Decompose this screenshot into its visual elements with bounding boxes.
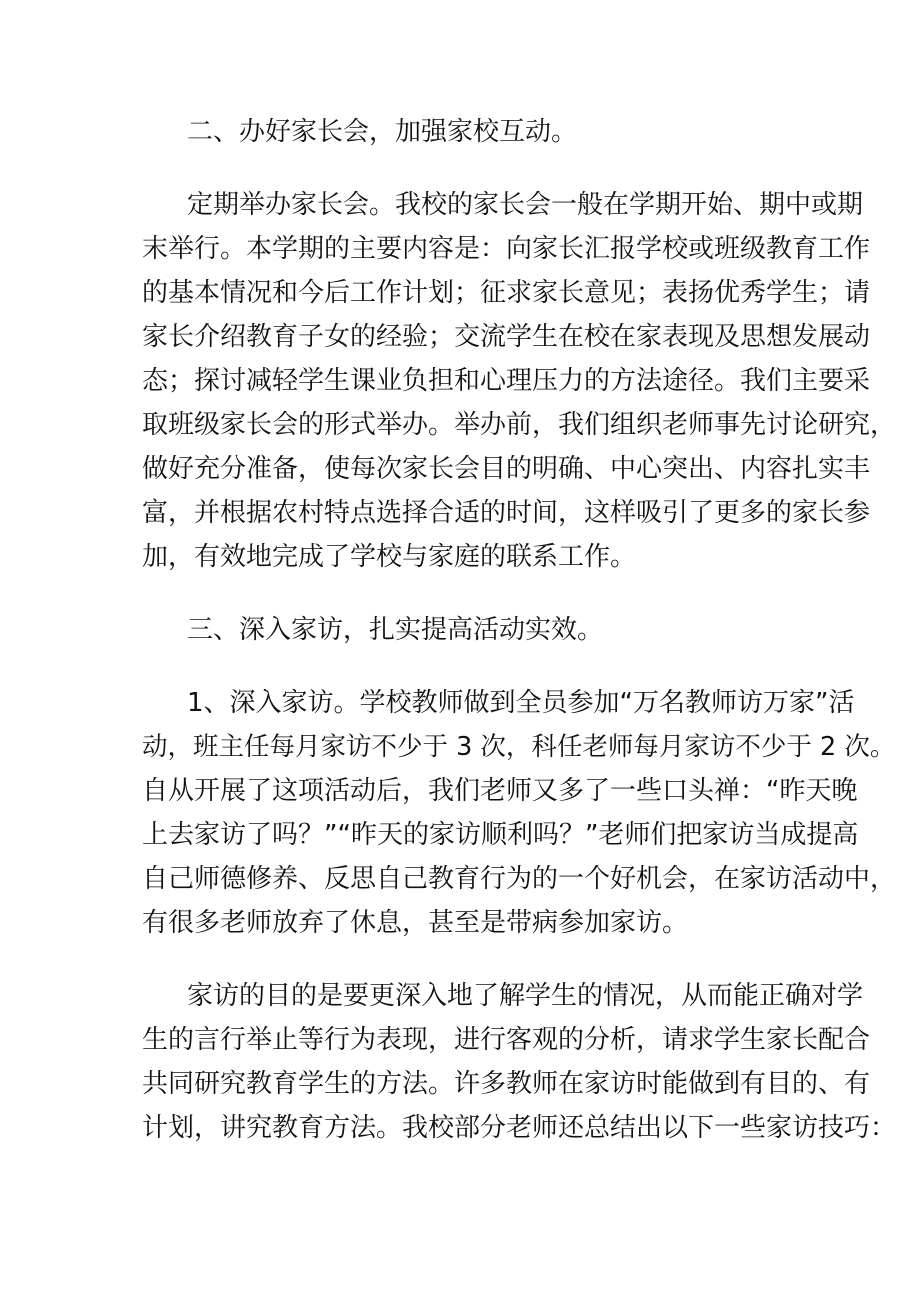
paragraph-line xyxy=(0,1020,920,1060)
paragraph-line xyxy=(0,976,920,1016)
paragraph-line xyxy=(0,537,920,577)
heading-section-two xyxy=(0,112,920,152)
text-line: 态；探讨减轻学生课业负担和心理压力的方法途径。我们主要采 xyxy=(142,366,871,396)
heading-section-three xyxy=(0,610,920,650)
text-line: 动，班主任每月家访不少于 3 次，科任老师每月家访不少于 2 次。 xyxy=(142,732,896,762)
text-line: 的基本情况和今后工作计划；征求家长意见；表扬优秀学生；请 xyxy=(142,278,871,308)
paragraph-line xyxy=(0,727,920,767)
paragraph-line xyxy=(0,493,920,533)
text-line: 共同研究教育学生的方法。许多教师在家访时能做到有目的、有 xyxy=(142,1069,871,1099)
text-line: 家长介绍教育子女的经验；交流学生在校在家表现及思想发展动 xyxy=(142,322,871,352)
text-line: 取班级家长会的形式举办。举办前，我们组织老师事先讨论研究， xyxy=(142,410,897,440)
text-line: 有很多老师放弃了休息，甚至是带病参加家访。 xyxy=(142,908,689,938)
paragraph-line xyxy=(0,361,920,401)
paragraph-line xyxy=(0,273,920,313)
paragraph-line xyxy=(0,1064,920,1104)
text-line: 定期举办家长会。我校的家长会一般在学期开始、期中或期 xyxy=(187,190,864,220)
text-line: 二、办好家长会，加强家校互动。 xyxy=(187,117,578,147)
paragraph-line xyxy=(0,185,920,225)
paragraph-line xyxy=(0,449,920,489)
paragraph-line xyxy=(0,317,920,357)
text-line: 计划，讲究教育方法。我校部分老师还总结出以下一些家访技巧： xyxy=(142,1113,897,1143)
paragraph-line xyxy=(0,903,920,943)
paragraph-line xyxy=(0,859,920,899)
paragraph-line xyxy=(0,229,920,269)
text-line: 1、深入家访。学校教师做到全员参加“万名教师访万家”活 xyxy=(187,688,855,718)
text-line: 富，并根据农村特点选择合适的时间，这样吸引了更多的家长参 xyxy=(142,498,871,528)
text-line: 自己师德修养、反思自己教育行为的一个好机会，在家访活动中， xyxy=(142,864,897,894)
text-line: 上去家访了吗？”“昨天的家访顺利吗？”老师们把家访当成提高 xyxy=(142,820,859,850)
text-line: 做好充分准备，使每次家长会目的明确、中心突出、内容扎实丰 xyxy=(142,454,871,484)
text-line: 生的言行举止等行为表现，进行客观的分析，请求学生家长配合 xyxy=(142,1025,871,1055)
paragraph-line xyxy=(0,405,920,445)
text-line: 自从开展了这项活动后，我们老师又多了一些口头禅：“昨天晚 xyxy=(142,776,858,806)
text-line: 三、深入家访，扎实提高活动实效。 xyxy=(187,615,604,645)
text-line: 加，有效地完成了学校与家庭的联系工作。 xyxy=(142,542,637,572)
paragraph-line xyxy=(0,771,920,811)
paragraph-line xyxy=(0,683,920,723)
text-line: 末举行。本学期的主要内容是：向家长汇报学校或班级教育工作 xyxy=(142,234,871,264)
paragraph-line xyxy=(0,1108,920,1148)
paragraph-line xyxy=(0,815,920,855)
text-line: 家访的目的是要更深入地了解学生的情况，从而能正确对学 xyxy=(187,981,864,1011)
